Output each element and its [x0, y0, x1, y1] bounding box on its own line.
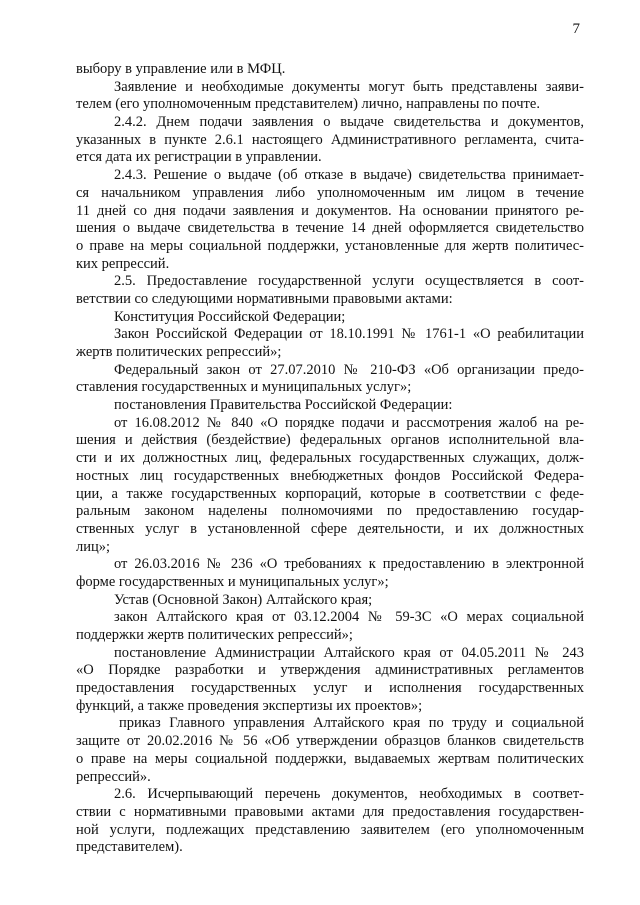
- text-line: ральным законом наделены полномочиями по предоставлению государ-: [76, 503, 584, 520]
- text-line: телем (его уполномоченным представителем) лично, направлены по почте.: [76, 96, 540, 113]
- text-line: шения и действия (бездействие) федеральных органов исполнительной вла-: [76, 432, 584, 449]
- text-line: форме государственных и муниципальных услуг»;: [76, 573, 389, 590]
- text-line: жертв политических репрессий»;: [76, 344, 282, 360]
- text-line: ких репрессий.: [76, 255, 170, 272]
- text-line: Закон Российской Федерации от 18.10.1991 № 1761-1 «О реабилитации: [114, 326, 584, 343]
- text-line: Заявление и необходимые документы могут быть представлены заяви-: [114, 78, 584, 95]
- text-line: функций, а также проведения экспертизы их проектов»;: [76, 697, 423, 714]
- text-line: постановления Правительства Российской Федерации:: [114, 397, 453, 414]
- text-line: предоставления государственных услуг и исполнения государственных: [76, 680, 584, 697]
- text-line: приказ Главного управления Алтайского края по труду и социальной: [119, 715, 584, 732]
- text-line: 2.4.3. Решение о выдаче (об отказе в выдаче) свидетельства принимает-: [114, 167, 584, 184]
- text-line: ции, а также государственных корпораций, которые в соответствии с феде-: [76, 485, 584, 502]
- text-line: представителем).: [76, 839, 183, 856]
- text-line: защите от 20.02.2016 № 56 «Об утверждении образцов бланков свидетельств: [76, 733, 584, 750]
- text-line: 2.6. Исчерпывающий перечень документов, необходимых в соответ-: [114, 786, 584, 803]
- document-body: [76, 61, 584, 857]
- text-line: ветствии со следующими нормативными правовыми актами:: [76, 290, 453, 307]
- text-line: о праве на меры социальной поддержки, выдаваемых жертвам политических: [76, 750, 584, 767]
- text-line: постановление Администрации Алтайского края от 04.05.2011 № 243: [114, 644, 584, 661]
- text-line: сти и их должностных лиц, федеральных государственных служащих, долж-: [76, 450, 584, 467]
- text-line: Конституция Российской Федерации;: [114, 308, 346, 325]
- text-line: выбору в управление или в МФЦ.: [76, 61, 286, 77]
- text-line: 11 дней со дня подачи заявления и документов. На основании принятого ре-: [76, 202, 584, 219]
- text-line: ственных услуг в установленной сфере деятельности, и их должностных: [76, 520, 584, 537]
- text-line: «О Порядке разработки и утверждения административных регламентов: [76, 662, 584, 679]
- text-line: лиц»;: [76, 538, 111, 555]
- text-line: ется дата их регистрации в управлении.: [76, 149, 322, 166]
- text-line: 2.4.2. Днем подачи заявления о выдаче свидетельства и документов,: [114, 114, 584, 131]
- text-line: Устав (Основной Закон) Алтайского края;: [114, 591, 373, 608]
- text-line: закон Алтайского края от 03.12.2004 № 59-ЗС «О мерах социальной: [114, 609, 584, 626]
- text-line: ствии с нормативными правовыми актами для предоставления государствен-: [76, 803, 584, 820]
- text-line: от 26.03.2016 № 236 «О требованиях к предоставлению в электронной: [114, 556, 584, 573]
- text-line: указанных в пункте 2.6.1 настоящего Административного регламента, счита-: [76, 131, 584, 148]
- text-line: 2.5. Предоставление государственной услуги осуществляется в соот-: [114, 273, 584, 290]
- text-line: ся начальником управления либо уполномоченным им лицом в течение: [76, 184, 584, 201]
- text-line: Федеральный закон от 27.07.2010 № 210-ФЗ «Об организации предо-: [114, 361, 584, 378]
- text-line: ставления государственных и муниципальных услуг»;: [76, 379, 412, 396]
- text-line: от 16.08.2012 № 840 «О порядке подачи и рассмотрения жалоб на ре-: [114, 414, 584, 431]
- text-line: о праве на меры социальной поддержки, установленные для жертв политичес-: [76, 237, 584, 254]
- text-line: ной услуги, подлежащих представлению заявителем (его уполномоченным: [76, 821, 584, 838]
- text-line: ностных лиц государственных внебюджетных фондов Российской Федера-: [76, 467, 584, 484]
- text-line: репрессий».: [76, 768, 151, 785]
- page-number: 7: [572, 21, 580, 37]
- text-line: шения о выдаче свидетельства в течение 14 дней оформляется свидетельство: [76, 220, 584, 237]
- text-line: поддержки жертв политических репрессий»;: [76, 627, 353, 643]
